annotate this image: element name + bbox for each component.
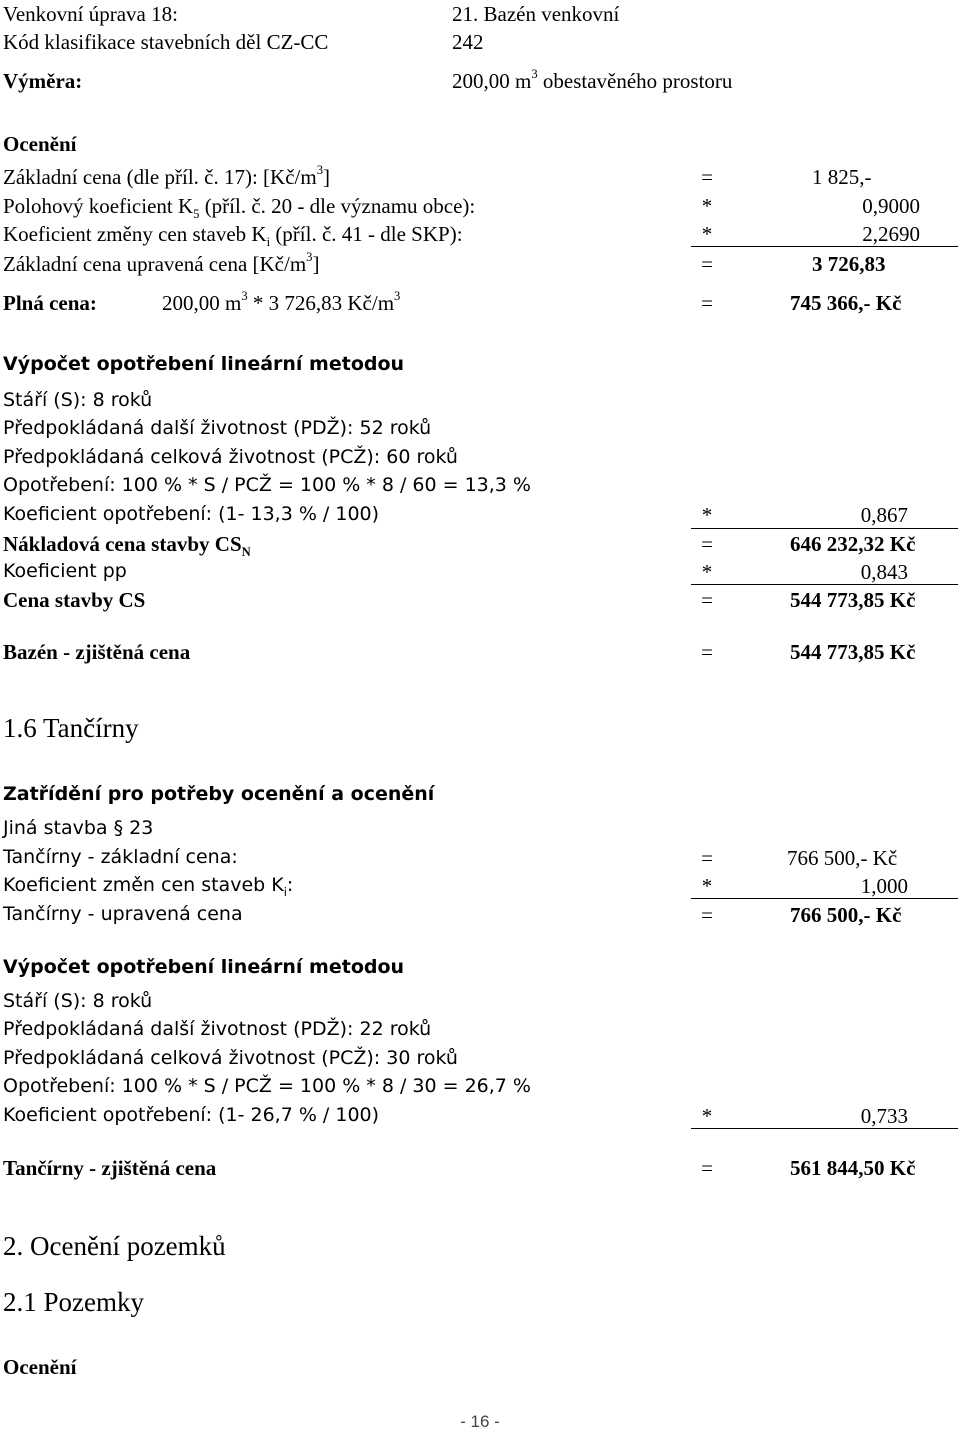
age-text: Stáří (S): 8 roků bbox=[3, 990, 153, 1012]
wear-heading: Výpočet opotřebení lineární metodou bbox=[3, 353, 405, 375]
location-coefficient-label: Polohový koeficient $K_5$ (příl. č. 20 - dle významu obce): bbox=[3, 194, 476, 221]
subsection-heading: 2.1 Pozemky bbox=[3, 1287, 144, 1317]
wear-calculation-text: Opotřebení: 100 % * S / PCŽ = 100 % * 8 / 60 = 13,3 % bbox=[3, 474, 531, 496]
wear-calculation-text: Opotřebení: 100 % * S / PCŽ = 100 % * 8 / 30 = 26,7 % bbox=[3, 1075, 531, 1097]
price-change-coefficient-label: Koeficient změny cen staveb $K_i$ (příl. č. 41 - dle SKP): bbox=[3, 222, 463, 249]
dance-adjusted-price-operator: = bbox=[701, 903, 713, 927]
building-price-value: 544 773,85 Kč bbox=[790, 588, 916, 612]
divider bbox=[691, 246, 958, 247]
section-heading: 2. Ocenění pozemků bbox=[3, 1231, 226, 1261]
dance-result-value: 561 844,50 Kč bbox=[790, 1156, 916, 1180]
base-price-value: 1 825,- bbox=[812, 165, 872, 189]
total-life-text: Předpokládaná celková životnost (PCŽ): 30 roků bbox=[3, 1047, 458, 1069]
divider bbox=[691, 528, 958, 529]
pool-result-operator: = bbox=[701, 640, 713, 664]
valuation-heading: Ocenění bbox=[3, 1355, 77, 1379]
wear-coefficient-value: 0,867 bbox=[860, 503, 908, 527]
price-change-coefficient-operator: * bbox=[701, 222, 713, 246]
price-change-coefficient-value: 2,2690 bbox=[862, 222, 920, 246]
wear-coefficient-label: Koeficient opotřebení: (1- 13,3 % / 100) bbox=[3, 503, 380, 525]
area-value: 200,00 $m^3$ obestavěného prostoru bbox=[452, 67, 733, 93]
wear-heading: Výpočet opotřebení lineární metodou bbox=[3, 956, 405, 978]
building-label: Venkovní úprava 18: bbox=[3, 2, 178, 26]
age-text: Stáří (S): 8 roků bbox=[3, 389, 153, 411]
classification-label: Kód klasifikace stavebních děl CZ-CC bbox=[3, 30, 329, 54]
cost-price-label: Nákladová cena stavby $CS_N$ bbox=[3, 532, 251, 559]
full-price-label: Plná cena: bbox=[3, 291, 97, 315]
location-coefficient-value: 0,9000 bbox=[862, 194, 920, 218]
dance-adjusted-price-label: Tančírny - upravená cena bbox=[3, 903, 243, 925]
dance-ki-label: Koeficient změn cen staveb $K_i$: bbox=[3, 874, 294, 899]
pp-coefficient-label: Koeficient pp bbox=[3, 560, 127, 582]
wear-coefficient-operator: * bbox=[701, 1104, 713, 1128]
full-price-value: 745 366,- Kč bbox=[790, 291, 902, 315]
cost-price-value: 646 232,32 Kč bbox=[790, 532, 916, 556]
dance-ki-operator: * bbox=[701, 874, 713, 898]
page-number: - 16 - bbox=[460, 1412, 500, 1431]
building-price-operator: = bbox=[701, 588, 713, 612]
pool-result-label: Bazén - zjištěná cena bbox=[3, 640, 191, 664]
divider bbox=[691, 898, 958, 899]
adjusted-price-value: 3 726,83 bbox=[812, 252, 886, 276]
dance-base-price-label: Tančírny - základní cena: bbox=[3, 846, 238, 868]
adjusted-price-operator: = bbox=[701, 252, 713, 276]
classification-value: 242 bbox=[452, 30, 484, 54]
location-coefficient-operator: * bbox=[701, 194, 713, 218]
remaining-life-text: Předpokládaná další životnost (PDŽ): 52 roků bbox=[3, 417, 432, 439]
wear-coefficient-operator: * bbox=[701, 503, 713, 527]
divider bbox=[691, 584, 958, 585]
full-price-calculation: 200,00 $m^3 * 3$ 726,83 $Kč/m^3$ bbox=[162, 289, 401, 315]
valuation-heading: Ocenění bbox=[3, 132, 77, 156]
divider bbox=[691, 1128, 958, 1129]
area-label: Výměra: bbox=[3, 69, 83, 93]
section-heading: 1.6 Tančírny bbox=[3, 713, 139, 743]
dance-result-operator: = bbox=[701, 1156, 713, 1180]
building-value: 21. Bazén venkovní bbox=[452, 2, 620, 26]
full-price-operator: = bbox=[701, 291, 713, 315]
dance-adjusted-price-value: 766 500,- Kč bbox=[790, 903, 902, 927]
wear-coefficient-label: Koeficient opotřebení: (1- 26,7 % / 100) bbox=[3, 1104, 380, 1126]
wear-coefficient-value: 0,733 bbox=[860, 1104, 908, 1128]
base-price-label: Základní cena (dle příl. č. 17): $[Kč/m^3]$ bbox=[3, 163, 331, 189]
dance-result-label: Tančírny - zjištěná cena bbox=[3, 1156, 217, 1180]
total-life-text: Předpokládaná celková životnost (PCŽ): 60 roků bbox=[3, 446, 458, 468]
pp-coefficient-operator: * bbox=[701, 560, 713, 584]
dance-base-price-operator: = bbox=[701, 846, 713, 870]
pool-result-value: 544 773,85 Kč bbox=[790, 640, 916, 664]
classification-heading: Zatřídění pro potřeby ocenění a ocenění bbox=[3, 783, 435, 805]
pp-coefficient-value: 0,843 bbox=[860, 560, 908, 584]
dance-base-price-value: 766 500,- Kč bbox=[787, 846, 898, 870]
cost-price-operator: = bbox=[701, 532, 713, 556]
building-type-text: Jiná stavba § 23 bbox=[3, 817, 154, 839]
building-price-label: Cena stavby CS bbox=[3, 588, 146, 612]
remaining-life-text: Předpokládaná další životnost (PDŽ): 22 roků bbox=[3, 1018, 432, 1040]
base-price-operator: = bbox=[701, 165, 713, 189]
dance-ki-value: 1,000 bbox=[860, 874, 908, 898]
adjusted-price-label: Základní cena upravená cena $[Kč/m^3]$ bbox=[3, 250, 320, 276]
